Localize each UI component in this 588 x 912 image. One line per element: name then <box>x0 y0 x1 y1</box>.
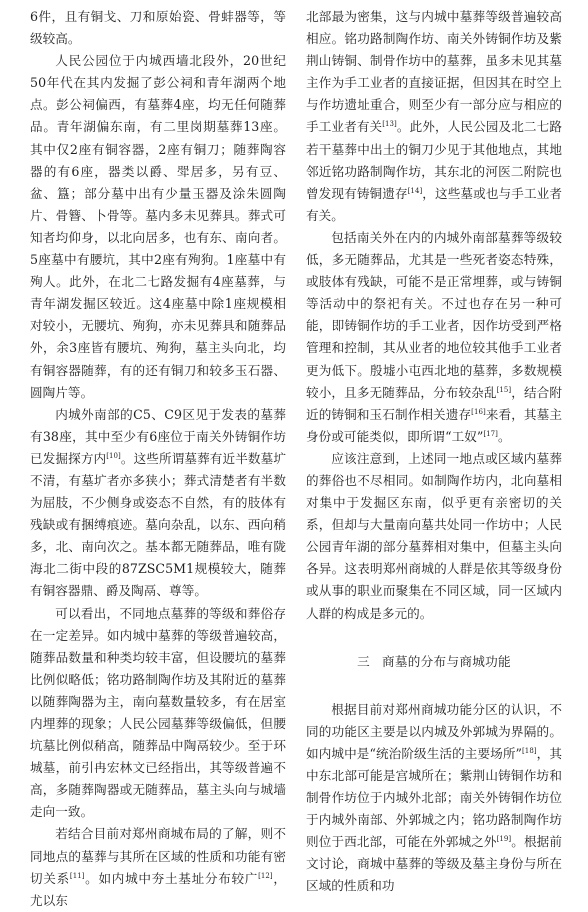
citation-ref: [15] <box>496 385 512 394</box>
section-title: 商墓的分布与商城功能 <box>381 653 511 669</box>
paragraph-text: 来看，其墓主身份或可能类似，即所谓“工奴” <box>306 406 562 444</box>
citation-ref: [19] <box>496 835 512 844</box>
paragraph-text: 人民公园位于内城西墙北段外，20世纪50年代在其内发掘了彭公祠和青年湖两个地点。彭公祠偏西，有墓葬4座，均无任何随葬品。青年湖偏东南，有二里岗期墓葬13座。其中仅2座有铜容器，2座有铜刀；随葬陶容器的有6座，器类以爵、斝居多，另有豆、盆、簋；部分墓中出有少量玉器及涂朱圆陶片、骨簪、卜骨等。墓内多未见葬具。葬式可知者均仰身，以北向居多，也有东、南向者。5座墓中有腰坑，其中2座有殉狗。1座墓中有殉人。此外，在北二七路发掘有4座墓葬，与青年湖发掘区较近。这4座墓中除1座规模相对较小，无腰坑、殉狗，亦未见葬具和随葬品外，余3座皆有腰坑、殉狗，墓主头向北，均有铜容器随葬，有的还有铜刀和较多玉石器、圆陶片等。 <box>30 53 286 400</box>
paragraph-text: 可以看出，不同地点墓葬的等级和葬俗存在一定差异。如内城中墓葬的等级普遍较高，随葬品数量和种类均较丰富，但设腰坑的墓葬比例似略低；铭功路制陶作坊及其附近的墓葬以随葬陶器为主，南向墓数量较多，有在居室内埋葬的现象；人民公园墓葬等级偏低，但腰坑墓比例似稍高，随葬品中陶鬲较少。至于环城墓，前引冉宏林文已经指出，其等级普遍不高，多随葬陶器或无随葬品，墓主头向与城墙走向一致。 <box>30 605 286 820</box>
paragraph-text: 根据目前对郑州商城功能分区的认识，不同的功能区主要是以内城及外郭城为界隔的。如内城中是“统治阶级生活的主要场所” <box>306 701 562 761</box>
right-column <box>306 6 562 898</box>
section-heading <box>306 651 562 673</box>
section-number: 三 <box>357 653 370 669</box>
paragraph-text: 包括南关外在内的内城外南部墓葬等级较低，多无随葬品，尤其是一些死者姿态特殊，或肢体有残缺，可能不是正常埋葬，或与铸铜等活动中的祭祀有关。不过也存在另一种可能，即铸铜作坊的手工业者，因作坊受到严格管理和控制，其从业者的地位较其他手工业者更为低下。殷墟小屯西北地的墓葬，多数规模较小，且多无随葬品，分布较杂乱 <box>306 229 562 400</box>
citation-ref: [10] <box>106 451 121 460</box>
paragraph <box>30 603 286 824</box>
paragraph <box>306 699 562 898</box>
paragraph-text: 。根据前文讨论，商城中墓葬的等级及墓主身份与所在区域的性质和功 <box>306 834 562 894</box>
paragraph <box>30 6 286 50</box>
paragraph-text: ，这些墓或也与手工业者有关。 <box>306 185 562 223</box>
citation-ref: [18] <box>522 746 537 755</box>
paragraph <box>30 404 286 603</box>
paragraph-text: 若结合目前对郑州商城布局的了解，则不同地点的墓葬与其所在区域的性质和功能有密切关系 <box>30 826 286 886</box>
paragraph-text: ，尤以东 <box>30 870 286 908</box>
paragraph-text: ，其中东北部可能是宫城所在；紫荆山铸铜作坊和制骨作坊位于内城外北部；南关外铸铜作坊位于内城外南部、外郭城之内；铭功路制陶作坊则位于西北部，可能在外郭城之外 <box>306 745 562 850</box>
citation-ref: [16] <box>471 407 486 416</box>
paragraph <box>30 50 286 404</box>
citation-ref: [17] <box>483 429 498 438</box>
paragraph <box>306 6 562 227</box>
citation-ref: [13] <box>382 120 397 129</box>
paragraph-text: 。 <box>497 428 511 444</box>
paragraph-text: 。如内城中夯土基址分布较广 <box>84 870 259 886</box>
left-column <box>30 6 286 912</box>
citation-ref: [14] <box>407 186 423 195</box>
paragraph-text: 。这些所谓墓葬有近半数墓圹不清，有墓圹者亦多狭小；葬式清楚者有半数为屈肢，不少侧身或姿态不自然，有的肢体有残缺或有捆缚痕迹。墓向杂乱，以东、西向稍多，北、南向次之。基本都无随葬品，唯有陇海北二街中段的87ZSC5M1规模较大，随葬有铜容器鼎、爵及陶鬲、尊等。 <box>30 450 286 599</box>
citation-ref: [11] <box>69 871 85 880</box>
citation-ref: [12] <box>258 871 273 880</box>
paragraph <box>306 227 562 448</box>
paragraph-text: 应该注意到，上述同一地点或区域内墓葬的葬俗也不尽相同。如制陶作坊内，北向墓相对集中于发掘区东南，似乎更有亲密切的关系，但却与大量南向墓共处同一作坊中；人民公园青年湖的部分墓葬相对集中，但墓主头向各异。这表明郑州商城的人群是依其等级身份或从事的职业而聚集在不同区域，同一区域内人群的构成是多元的。 <box>306 450 562 621</box>
paragraph-text: 内城外南部的C5、C9区见于发表的墓葬有38座，其中至少有6座位于南关外铸铜作坊已发掘探方内 <box>30 406 286 466</box>
paragraph-text: ，结合附近的铸铜和玉石制作相关遗存 <box>306 384 562 422</box>
paragraph-text: 6件，且有铜戈、刀和原始瓷、骨蚌器等，等级较高。 <box>30 9 286 47</box>
paragraph-text: 。此外，人民公园及北二七路若干墓葬中出土的铜刀少见于其他地点，其地邻近铭功路制陶作坊，其东北的河医二附院也曾发现有铸铜遗存 <box>306 119 562 201</box>
paragraph-text: 北部最为密集，这与内城中墓葬等级普遍较高相应。铭功路制陶作坊、南关外铸铜作坊及紫荆山铸铜、制骨作坊中的墓葬，虽多未见其墓主作为手工业者的直接证据，但因其在时空上与作坊遗址重合，则至少有一部分应与相应的手工业者有关 <box>306 9 562 135</box>
paragraph <box>30 823 286 911</box>
paragraph <box>306 448 562 625</box>
